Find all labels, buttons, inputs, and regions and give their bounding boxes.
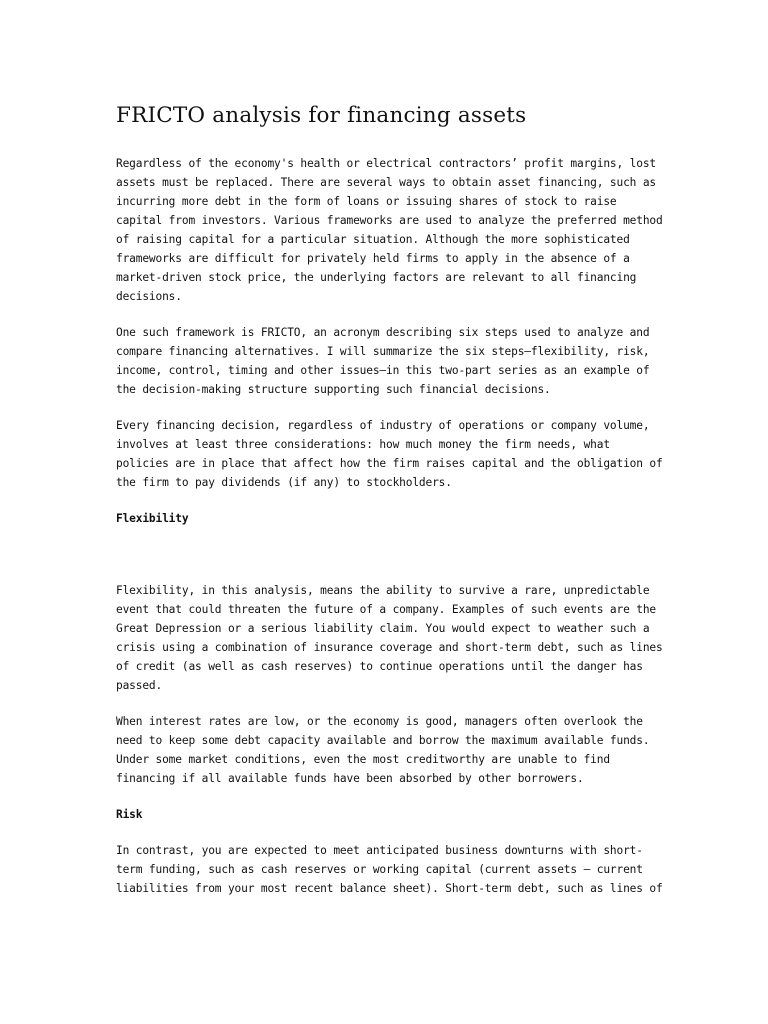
- document-body: [116, 100, 663, 915]
- paragraph-line: In contrast, you are expected to meet anticipated business downturns with short-: [116, 844, 643, 857]
- paragraph-line: Under some market conditions, even the most creditworthy are unable to find: [116, 753, 610, 766]
- paragraph-line: crisis using a combination of insurance coverage and short-term debt, such as lines: [116, 641, 663, 654]
- document-title: FRICTO analysis for financing assets: [116, 103, 527, 128]
- paragraph-line: the firm to pay dividends (if any) to stockholders.: [116, 476, 452, 489]
- paragraph-line: involves at least three considerations: how much money the firm needs, what: [116, 438, 610, 451]
- paragraph-intro: [116, 154, 663, 306]
- paragraph-line: Every financing decision, regardless of industry of operations or company volume,: [116, 419, 650, 432]
- paragraph-line: of credit (as well as cash reserves) to continue operations until the danger has: [116, 660, 643, 673]
- section-heading-flexibility: Flexibility: [116, 512, 189, 525]
- paragraph-line: financing if all available funds have been absorbed by other borrowers.: [116, 772, 584, 785]
- paragraph-line: term funding, such as cash reserves or working capital (current assets – current: [116, 863, 643, 876]
- paragraph-line: need to keep some debt capacity available and borrow the maximum available funds.: [116, 734, 650, 747]
- paragraph-interest-rates: [116, 712, 650, 788]
- paragraph-line: market-driven stock price, the underlying factors are relevant to all financing: [116, 271, 637, 284]
- paragraph-considerations: [116, 416, 663, 492]
- paragraph-line: Great Depression or a serious liability claim. You would expect to weather such a: [116, 622, 650, 635]
- paragraph-line: assets must be replaced. There are several ways to obtain asset financing, such as: [116, 176, 657, 189]
- paragraph-line: of raising capital for a particular situation. Although the more sophisticated: [116, 233, 630, 246]
- paragraph-line: One such framework is FRICTO, an acronym describing six steps used to analyze and: [116, 326, 650, 339]
- paragraph-line: incurring more debt in the form of loans or issuing shares of stock to raise: [116, 195, 617, 208]
- paragraph-risk: [116, 841, 663, 898]
- paragraph-line: capital from investors. Various frameworks are used to analyze the preferred method: [116, 214, 663, 227]
- paragraph-line: passed.: [116, 679, 163, 692]
- paragraph-line: decisions.: [116, 290, 182, 303]
- paragraph-framework: [116, 323, 650, 399]
- paragraph-line: policies are in place that affect how the firm raises capital and the obligation of: [116, 457, 663, 470]
- paragraph-flexibility: [116, 581, 663, 695]
- paragraph-line: income, control, timing and other issues—in this two-part series as an example of: [116, 364, 650, 377]
- paragraph-line: frameworks are difficult for privately held firms to apply in the absence of a: [116, 252, 630, 265]
- paragraph-line: event that could threaten the future of a company. Examples of such events are the: [116, 603, 657, 616]
- paragraph-line: Flexibility, in this analysis, means the ability to survive a rare, unpredictable: [116, 584, 650, 597]
- paragraph-line: liabilities from your most recent balance sheet). Short-term debt, such as lines of: [116, 882, 663, 895]
- paragraph-line: compare financing alternatives. I will summarize the six steps—flexibility, risk,: [116, 345, 650, 358]
- section-heading-risk: Risk: [116, 808, 143, 821]
- paragraph-line: When interest rates are low, or the economy is good, managers often overlook the: [116, 715, 643, 728]
- paragraph-line: Regardless of the economy's health or electrical contractors’ profit margins, lost: [116, 157, 657, 170]
- paragraph-line: the decision-making structure supporting such financial decisions.: [116, 383, 551, 396]
